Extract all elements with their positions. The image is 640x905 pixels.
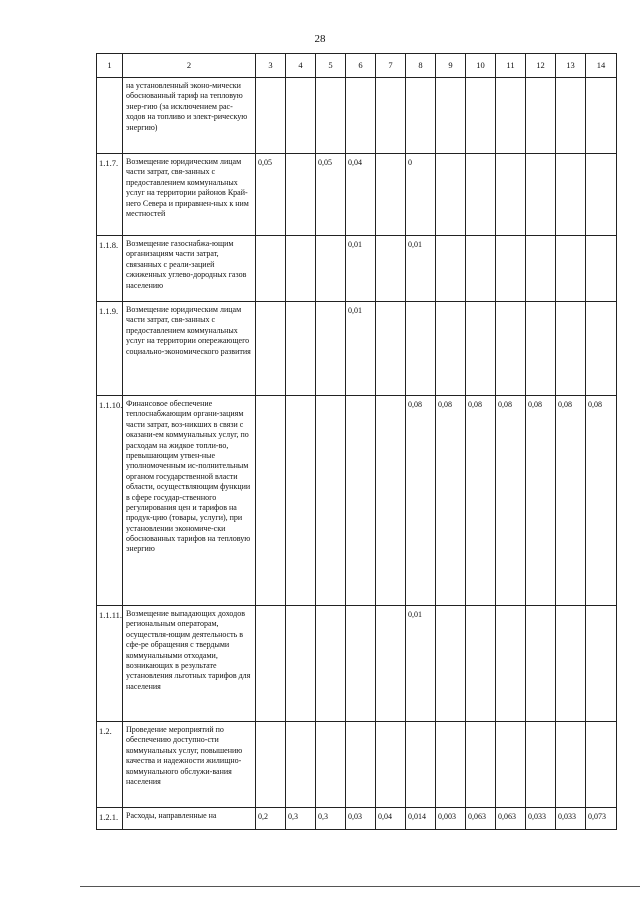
value-cell-col-10: [466, 78, 496, 154]
value-cell-col-6: [346, 396, 376, 606]
value-cell-col-3: [256, 78, 286, 154]
value-cell-col-12: [526, 722, 556, 808]
column-header-9: 9: [436, 54, 466, 78]
value-cell-col-11: 0,08: [496, 396, 526, 606]
value-cell-col-9: 0,003: [436, 808, 466, 830]
value-cell-col-8: [406, 78, 436, 154]
value-cell-col-10: 0,063: [466, 808, 496, 830]
table-row: [97, 154, 617, 236]
value-cell-col-9: [436, 606, 466, 722]
value-cell-col-14: [586, 236, 617, 302]
budget-table: [96, 53, 617, 830]
row-description: Возмещение выпадающих доходов региональным операторам, осуществля-ющим деятельность в сфе-ре обращения с твердыми коммунальными отходами, возникающих в результате установления льготных тарифов для населения: [123, 606, 256, 722]
table-row: [97, 606, 617, 722]
value-cell-col-7: [376, 236, 406, 302]
value-cell-col-7: [376, 78, 406, 154]
value-cell-col-12: [526, 606, 556, 722]
value-cell-col-7: [376, 722, 406, 808]
value-cell-col-3: 0,2: [256, 808, 286, 830]
value-cell-col-3: [256, 606, 286, 722]
column-header-1: 1: [97, 54, 123, 78]
column-header-3: 3: [256, 54, 286, 78]
value-cell-col-4: [286, 396, 316, 606]
value-cell-col-5: [316, 236, 346, 302]
value-cell-col-7: [376, 302, 406, 396]
row-number: 1.1.10.: [97, 396, 123, 606]
value-cell-col-5: [316, 606, 346, 722]
value-cell-col-14: [586, 722, 617, 808]
row-description: Возмещение юридическим лицам части затрат, свя-занных с предоставлением коммунальных услуг на территории районов Край-него Севера и приравнен-ных к ним местностей: [123, 154, 256, 236]
value-cell-col-3: [256, 722, 286, 808]
column-header-14: 14: [586, 54, 617, 78]
value-cell-col-10: [466, 606, 496, 722]
value-cell-col-13: [556, 722, 586, 808]
value-cell-col-3: [256, 236, 286, 302]
column-header-10: 10: [466, 54, 496, 78]
row-number: 1.1.8.: [97, 236, 123, 302]
value-cell-col-6: 0,04: [346, 154, 376, 236]
value-cell-col-11: [496, 154, 526, 236]
row-number: 1.1.9.: [97, 302, 123, 396]
page-number: 28: [314, 33, 326, 45]
value-cell-col-13: [556, 78, 586, 154]
value-cell-col-6: [346, 78, 376, 154]
value-cell-col-10: [466, 236, 496, 302]
row-number: [97, 78, 123, 154]
column-header-5: 5: [316, 54, 346, 78]
value-cell-col-9: 0,08: [436, 396, 466, 606]
table-row: [97, 236, 617, 302]
value-cell-col-8: 0,01: [406, 236, 436, 302]
row-description: Расходы, направленные на: [123, 808, 256, 830]
value-cell-col-14: 0,08: [586, 396, 617, 606]
value-cell-col-5: [316, 396, 346, 606]
value-cell-col-5: [316, 302, 346, 396]
column-header-12: 12: [526, 54, 556, 78]
value-cell-col-9: [436, 722, 466, 808]
value-cell-col-4: [286, 722, 316, 808]
value-cell-col-10: [466, 722, 496, 808]
value-cell-col-7: [376, 606, 406, 722]
value-cell-col-7: [376, 396, 406, 606]
value-cell-col-11: [496, 302, 526, 396]
value-cell-col-12: [526, 302, 556, 396]
column-header-13: 13: [556, 54, 586, 78]
value-cell-col-10: 0,08: [466, 396, 496, 606]
value-cell-col-6: 0,01: [346, 302, 376, 396]
value-cell-col-8: [406, 302, 436, 396]
value-cell-col-9: [436, 236, 466, 302]
value-cell-col-4: [286, 302, 316, 396]
value-cell-col-4: [286, 78, 316, 154]
table-row: [97, 808, 617, 830]
value-cell-col-6: 0,03: [346, 808, 376, 830]
value-cell-col-10: [466, 302, 496, 396]
value-cell-col-11: [496, 722, 526, 808]
column-header-2: 2: [123, 54, 256, 78]
value-cell-col-13: [556, 606, 586, 722]
value-cell-col-12: [526, 78, 556, 154]
column-header-4: 4: [286, 54, 316, 78]
row-number: 1.2.: [97, 722, 123, 808]
row-description: на установленный эконо-мически обоснованный тариф на тепловую энер-гию (за исключением рас-ходов на топливо и элект-рическую энергию): [123, 78, 256, 154]
scan-edge-line: [80, 886, 640, 887]
column-header-7: 7: [376, 54, 406, 78]
value-cell-col-11: [496, 78, 526, 154]
value-cell-col-4: [286, 236, 316, 302]
row-number: 1.2.1.: [97, 808, 123, 830]
value-cell-col-12: 0,08: [526, 396, 556, 606]
value-cell-col-11: [496, 606, 526, 722]
row-description: Возмещение газоснабжа-ющим организациям части затрат, связанных с реали-зацией сжиженных углево-дородных газов населению: [123, 236, 256, 302]
header-row: [97, 54, 617, 78]
value-cell-col-4: 0,3: [286, 808, 316, 830]
value-cell-col-12: [526, 154, 556, 236]
value-cell-col-9: [436, 154, 466, 236]
value-cell-col-14: [586, 78, 617, 154]
value-cell-col-4: [286, 154, 316, 236]
value-cell-col-4: [286, 606, 316, 722]
row-number: 1.1.7.: [97, 154, 123, 236]
row-description: Проведение мероприятий по обеспечению доступно-сти коммунальных услуг, повышению качества и надежности жилищно-коммунального обслужи-вания населения: [123, 722, 256, 808]
value-cell-col-8: 0,01: [406, 606, 436, 722]
value-cell-col-12: [526, 236, 556, 302]
value-cell-col-5: 0,3: [316, 808, 346, 830]
value-cell-col-5: [316, 78, 346, 154]
value-cell-col-10: [466, 154, 496, 236]
value-cell-col-3: [256, 302, 286, 396]
row-description: Финансовое обеспечение теплоснабжающим органи-зациям части затрат, воз-никших в связи с оказани-ем коммунальных услуг, по расходам на жидкое топли-во, превышающим утвен-ные уполномоченным ис-полнительным органом государственной власти области, осуществляющим функции в сфере государ-ственного регулирования цен и тарифов на продук-цию (товары, услуги), при установлении экономиче-ски обоснованных тарифов на тепловую энергию: [123, 396, 256, 606]
value-cell-col-8: 0,08: [406, 396, 436, 606]
value-cell-col-13: [556, 236, 586, 302]
value-cell-col-12: 0,033: [526, 808, 556, 830]
value-cell-col-14: [586, 154, 617, 236]
table-row: [97, 396, 617, 606]
column-header-6: 6: [346, 54, 376, 78]
table-row: [97, 302, 617, 396]
table-row: [97, 722, 617, 808]
value-cell-col-11: [496, 236, 526, 302]
value-cell-col-9: [436, 78, 466, 154]
row-description: Возмещение юридическим лицам части затрат, свя-занных с предоставлением коммунальных услуг на территории опережающего социально-экономического развития: [123, 302, 256, 396]
value-cell-col-7: 0,04: [376, 808, 406, 830]
value-cell-col-14: 0,073: [586, 808, 617, 830]
value-cell-col-7: [376, 154, 406, 236]
value-cell-col-9: [436, 302, 466, 396]
value-cell-col-13: [556, 302, 586, 396]
value-cell-col-13: 0,08: [556, 396, 586, 606]
value-cell-col-8: [406, 722, 436, 808]
value-cell-col-8: 0: [406, 154, 436, 236]
column-header-8: 8: [406, 54, 436, 78]
row-number: 1.1.11.: [97, 606, 123, 722]
value-cell-col-6: 0,01: [346, 236, 376, 302]
value-cell-col-8: 0,014: [406, 808, 436, 830]
value-cell-col-14: [586, 302, 617, 396]
value-cell-col-6: [346, 606, 376, 722]
value-cell-col-3: [256, 396, 286, 606]
value-cell-col-6: [346, 722, 376, 808]
value-cell-col-13: [556, 154, 586, 236]
table-row: [97, 78, 617, 154]
value-cell-col-14: [586, 606, 617, 722]
value-cell-col-5: 0,05: [316, 154, 346, 236]
column-header-11: 11: [496, 54, 526, 78]
value-cell-col-5: [316, 722, 346, 808]
value-cell-col-3: 0,05: [256, 154, 286, 236]
value-cell-col-13: 0,033: [556, 808, 586, 830]
value-cell-col-11: 0,063: [496, 808, 526, 830]
